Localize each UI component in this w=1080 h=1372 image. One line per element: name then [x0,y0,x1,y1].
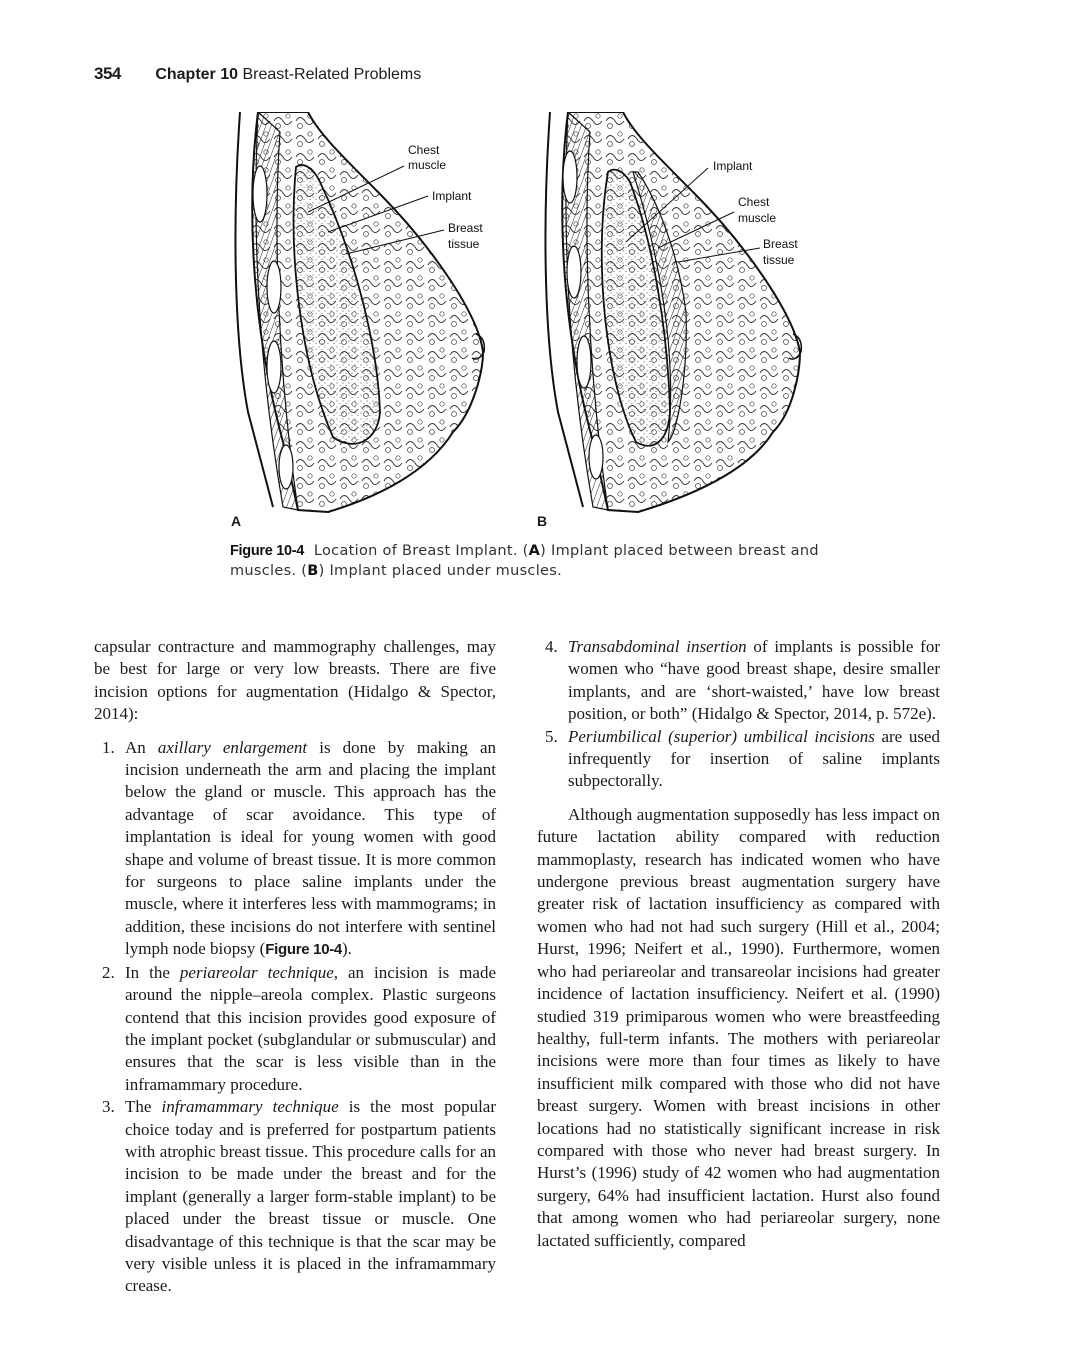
panel-a-illustration [235,112,484,512]
item-text: ). [341,939,352,959]
chapter-label: Chapter 10 [155,66,239,83]
incision-list [94,737,496,1298]
panel-b-label-chest: Chest [738,195,770,209]
item-text: are used infrequently for insertion of saline implants subpectorally. [568,726,940,791]
figure-reference-link[interactable]: Figure 10-4 [265,941,342,959]
caption-label: Figure 10-4 [230,543,305,559]
left-column [94,636,496,1298]
list-number: 1. [102,737,115,757]
caption-text: ) Implant placed between breast and muscles. ( [230,543,819,579]
item-text: An [125,737,158,757]
caption-text: Location of Breast Implant. ( [313,543,529,559]
running-head [94,64,421,84]
page-number: 354 [94,64,121,83]
list-item [94,737,496,962]
list-number: 4. [545,637,558,656]
item-text: , an incision is made around the nipple–areola complex. Plastic surgeons contend that this incision provides good exposure of the implant pocket (subglandular or submuscular) and ensures that the scar is less visible than in the inframammary procedure. [125,962,496,1094]
panel-a-label-breast: Breast [448,221,483,235]
panel-a-label-implant: Implant [432,189,472,203]
panel-a-label-muscle: muscle [408,158,447,172]
incision-list-continued [537,636,940,793]
panel-b-label-implant: Implant [713,159,753,173]
list-item [94,1096,496,1298]
right-column [537,636,940,1252]
list-number: 5. [545,726,558,746]
item-text: In the [125,962,180,982]
item-term: axillary enlargement [157,737,308,757]
chapter-title: Breast-Related Problems [242,66,422,83]
list-item [94,962,496,1096]
panel-b-label-muscle: muscle [738,211,777,225]
breast-implant-figure [228,112,828,532]
item-text: of implants is possible for women who “have good breast shape, desire smaller implants, and are ‘short-waisted,’ have low breast position, or both” (Hidalgo & Spector, 2014, p. 572e). [568,637,940,724]
item-term: Transabdominal insertion [568,637,747,656]
panel-a-label-chest: Chest [408,143,440,157]
item-text: The [125,1097,162,1117]
panel-a-letter: A [231,513,242,529]
item-text: is done by making an incision underneath the arm and placing the implant below the gland or muscle. This approach has the advantage of scar avoidance. This type of implantation is ideal for young women with good shape and volume of breast tissue. It is more common for surgeons to place saline implants under the muscle, where it interferes less with mammograms; in addition, these incisions do not interfere with sentinel lymph node biopsy ( [125,737,496,959]
list-number: 2. [102,962,115,982]
item-term: inframammary technique [161,1097,339,1117]
panel-b-label-breast: Breast [763,237,798,251]
caption-text: ) Implant placed under muscles. [318,563,563,579]
item-term: Periumbilical (superior) umbilical incisions [568,726,875,746]
panel-b-letter: B [537,513,548,529]
list-number: 3. [102,1097,115,1117]
panel-b-illustration [545,112,801,512]
body-paragraph: Although augmentation supposedly has less impact on future lactation ability compared with reduction mammoplasty, research has indicated women who have undergone previous breast augmentation surgery have greater risk of lactation insufficiency as compared with women who had not had such surgery (Hill et al., 2004; Hurst, 1996; Neifert et al., 1990). Furthermore, women who had periareolar and transareolar incisions had greater incidence of lactation insufficiency. Neifert et al. (1990) studied 319 primiparous women who were breastfeeding healthy, full-term infants. The mothers with periareolar incisions were more than four times as likely to have insufficient milk compared with those who did not have breast surgery. Women with breast incisions in other locations had no statistically significant increase in risk compared with those who never had breast surgery. In Hurst’s (1996) study of 42 women who had augmentation surgery, 64% had insufficient lactation. Hurst also found that among women who had periareolar surgery, none lactated sufficiently, compared [537,804,940,1250]
list-item [537,636,940,726]
item-term: periareolar technique [179,962,334,982]
caption-ref-b: B [307,563,319,579]
list-item [537,726,940,793]
figure-caption [230,541,820,581]
item-text: is the most popular choice today and is preferred for postpartum patients with atrophic breast tissue. This procedure calls for an incision to be made under the breast and for the implant (generally a larger form-stable implant) to be placed under the breast tissue or muscle. One disadvantage of this technique is that the scar may be very visible unless it is placed in the inframammary crease. [125,1097,496,1296]
caption-ref-a: A [528,543,541,559]
intro-paragraph: capsular contracture and mammography challenges, may be best for large or very low breasts. There are five incision options for augmentation (Hidalgo & Spector, 2014): [94,637,496,724]
panel-a-label-tissue: tissue [448,237,480,251]
panel-b-label-tissue: tissue [763,253,795,267]
